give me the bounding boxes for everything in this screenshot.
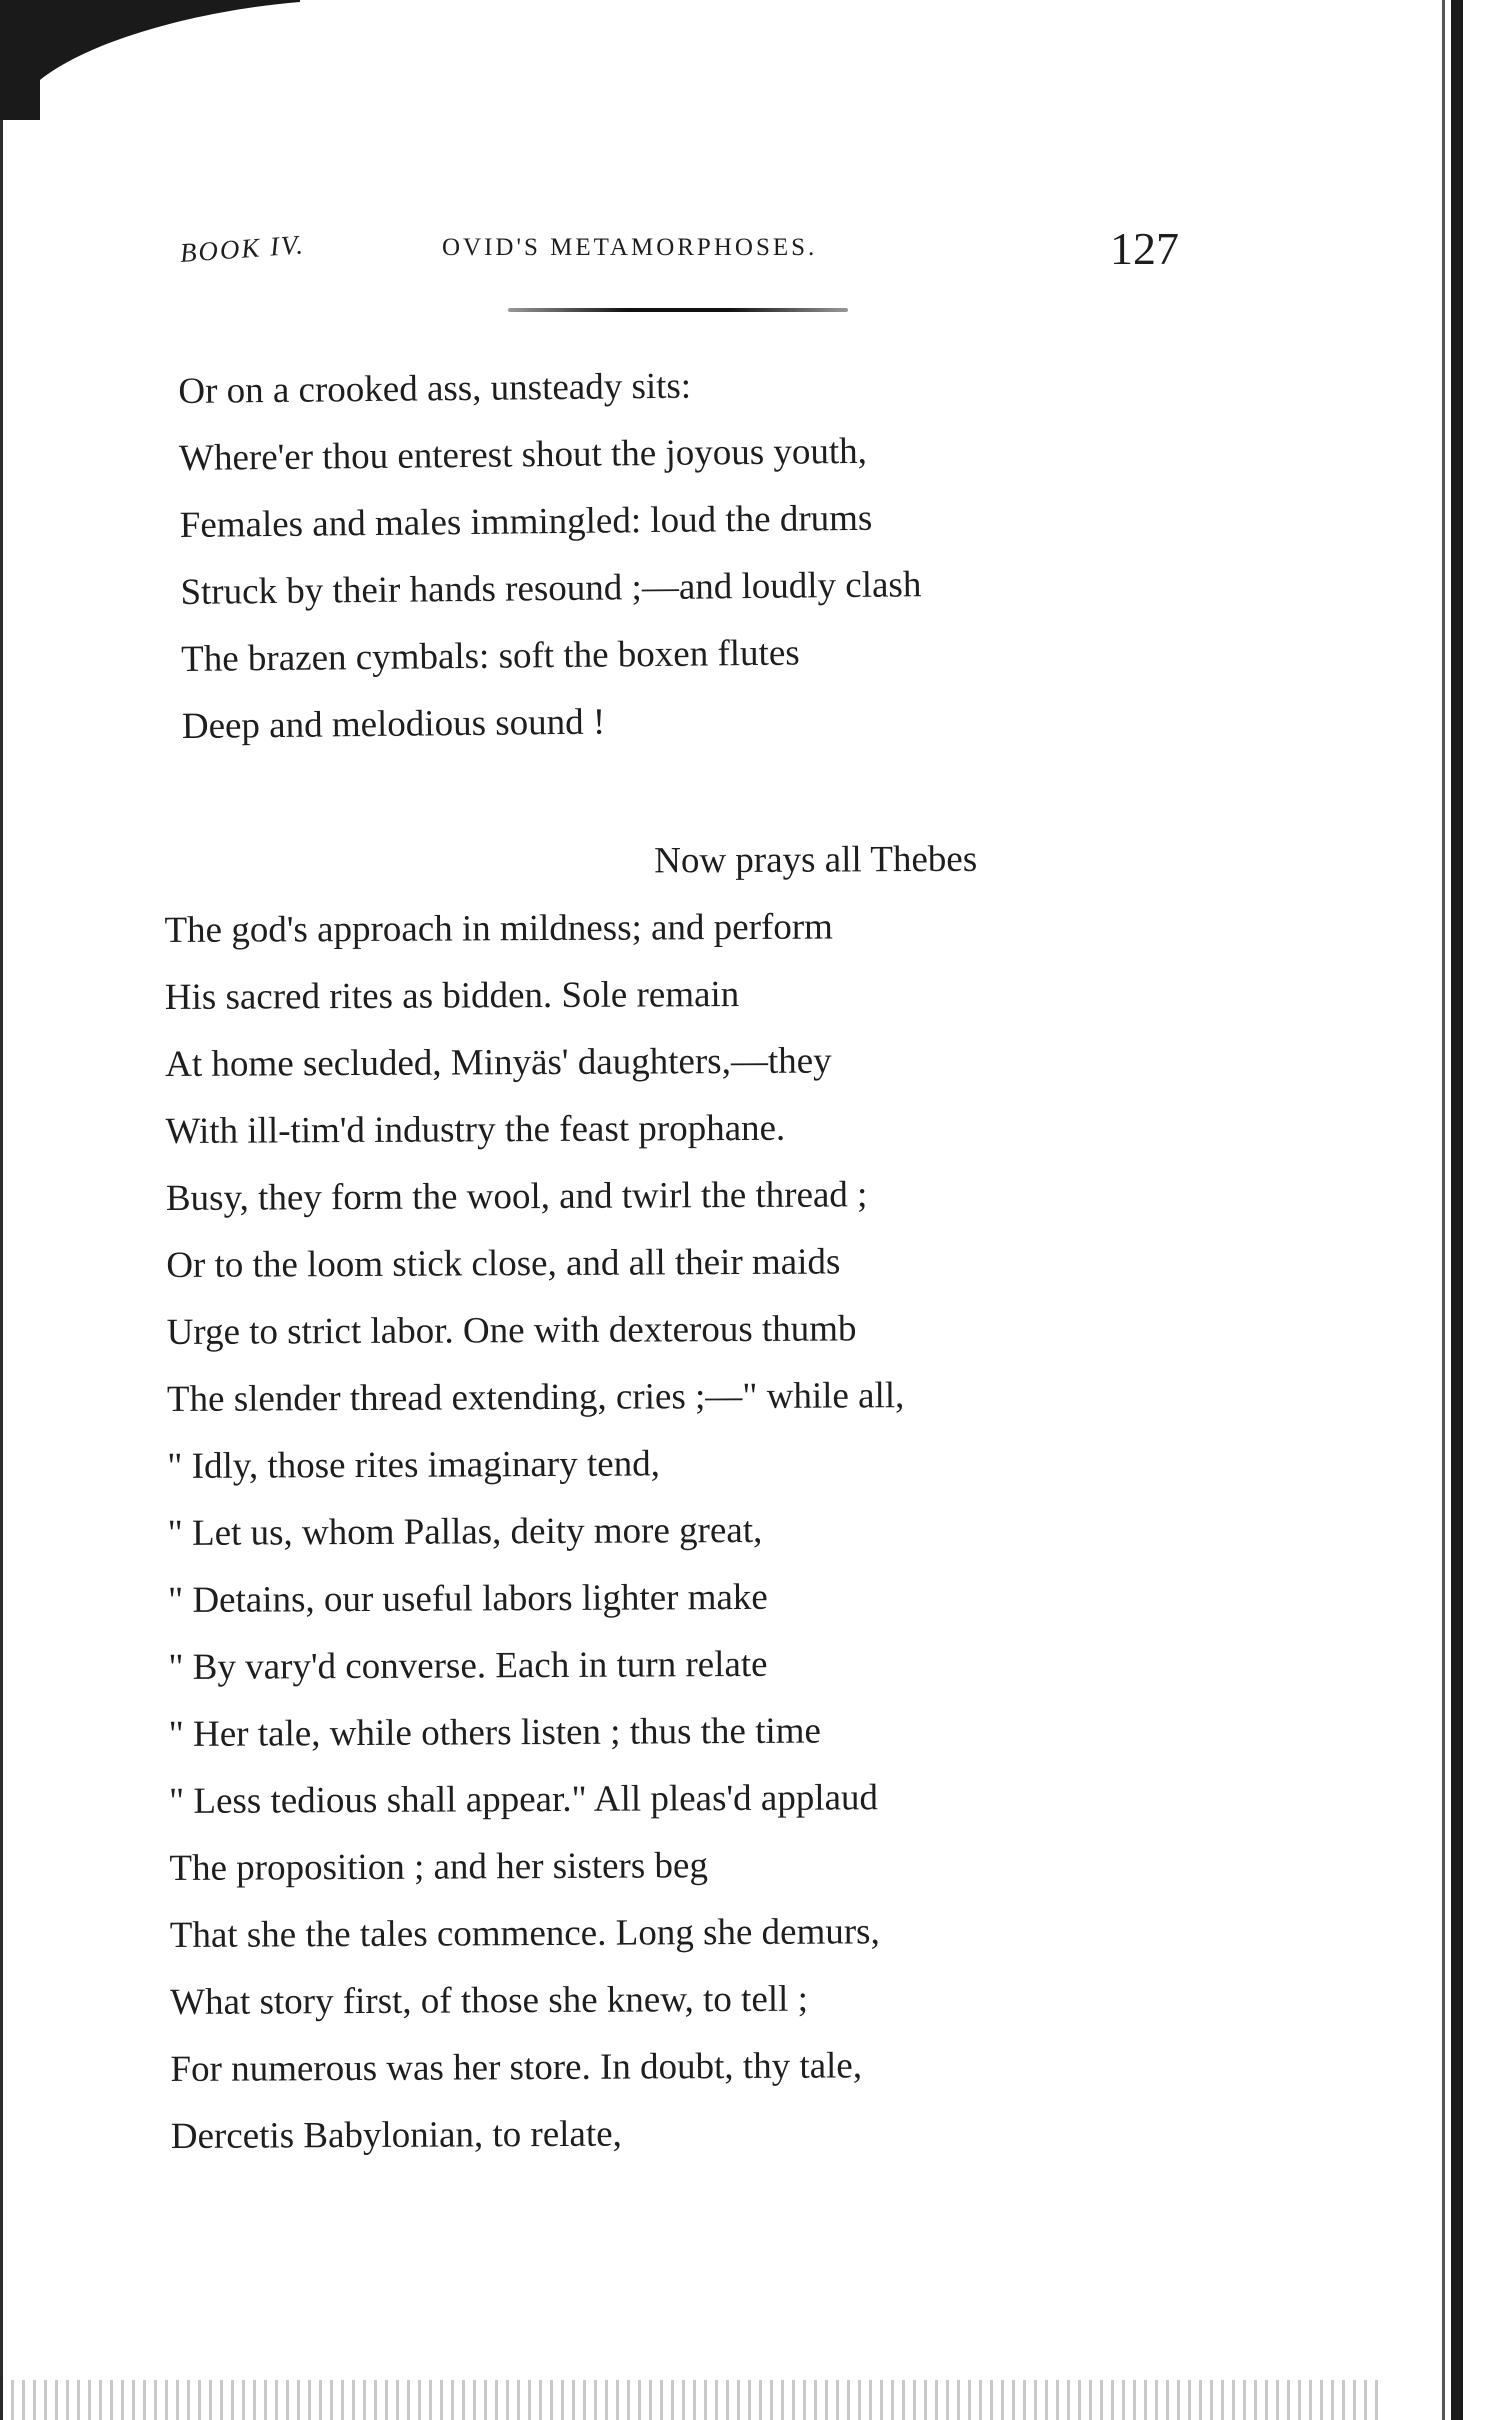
verse-line: His sacred rites as bidden. Sole remain — [164, 973, 740, 1018]
binding-shadow — [1451, 0, 1463, 2420]
scan-bottom-noise — [0, 2380, 1380, 2420]
verse-line: Or to the loom stick close, and all their maids — [166, 1241, 841, 1286]
verse-line: The brazen cymbals: soft the boxen flutes — [180, 632, 800, 680]
page-number: 127 — [1110, 223, 1179, 274]
verse-line: Dercetis Babylonian, to relate, — [170, 2113, 622, 2157]
verse-line-indented: Now prays all Thebes — [654, 838, 978, 882]
running-header — [180, 222, 1190, 292]
verse-line: With ill-tim'd industry the feast prophane. — [165, 1107, 786, 1152]
verse-line: Struck by their hands resound ;—and loudly clash — [180, 564, 922, 613]
verse-line: " Detains, our useful labors lighter make — [167, 1576, 768, 1621]
verse-line: " Idly, those rites imaginary tend, — [167, 1443, 660, 1487]
verse-line: The god's approach in mildness; and perform — [164, 906, 834, 951]
page-left-edge — [0, 0, 44, 2420]
verse-line: The proposition ; and her sisters beg — [169, 1845, 708, 1889]
verse-line: What story first, of those she knew, to tell ; — [170, 1978, 809, 2023]
verse-line: The slender thread extending, cries ;—" while all, — [166, 1375, 905, 1420]
verse-line: Busy, they form the wool, and twirl the thread ; — [165, 1174, 868, 1219]
verse-line: For numerous was her store. In doubt, thy tale, — [170, 2045, 863, 2090]
verse-line: " By vary'd converse. Each in turn relate — [168, 1643, 768, 1688]
verse-line: " Her tale, while others listen ; thus the time — [168, 1710, 822, 1755]
stanza-two — [164, 826, 984, 2170]
verse-line: At home secluded, Minyäs' daughters,—they — [165, 1040, 832, 1085]
binding-line-thin — [1442, 0, 1445, 2420]
verse-line: Where'er thou enterest shout the joyous youth, — [178, 430, 868, 479]
stanza-one — [178, 350, 923, 760]
book-label: BOOK IV. — [178, 229, 306, 268]
verse-line: " Let us, whom Pallas, deity more great, — [167, 1509, 763, 1554]
verse-line: That she the tales commence. Long she demurs, — [169, 1911, 880, 1956]
verse-line: " Less tedious shall appear." All pleas'd applaud — [168, 1777, 879, 1822]
scan-corner-shadow — [0, 0, 300, 120]
verse-line: Urge to strict labor. One with dexterous thumb — [166, 1308, 857, 1353]
verse-line: Females and males immingled: loud the drums — [179, 497, 873, 546]
verse-line: Deep and melodious sound ! — [181, 701, 606, 747]
verse-line: Or on a crooked ass, unsteady sits: — [178, 365, 692, 412]
running-title: OVID'S METAMORPHOSES. — [442, 234, 818, 261]
header-rule — [508, 308, 848, 312]
